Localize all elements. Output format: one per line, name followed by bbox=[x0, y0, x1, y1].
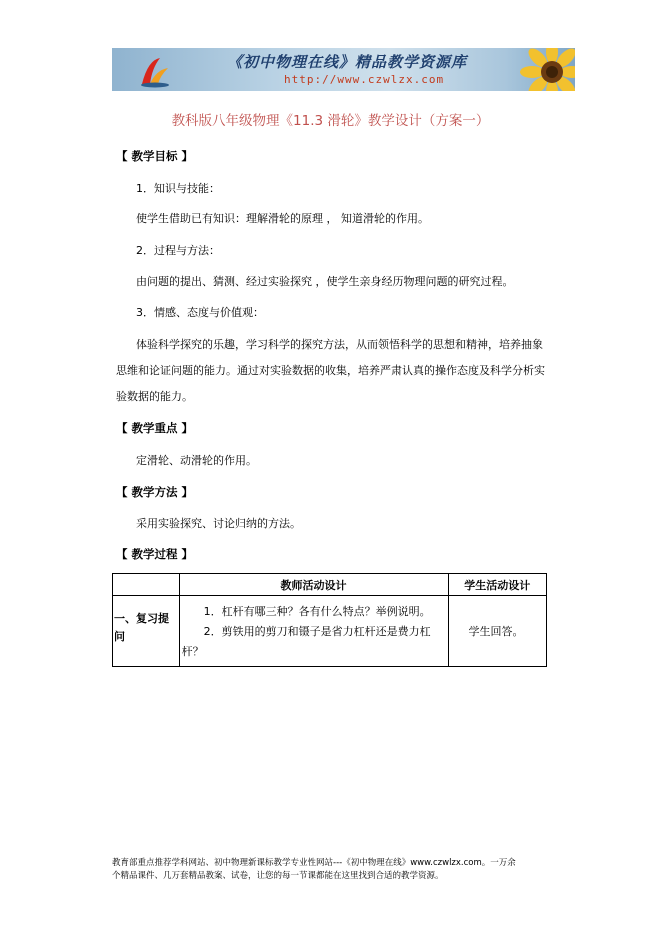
heading-methods: 【 教学方法 】 bbox=[116, 485, 194, 499]
teacher-activity-line: 2．剪铁用的剪刀和镊子是省力杠杆还是费力杠杆？ bbox=[181, 625, 431, 658]
table-header-cell: 学生活动设计 bbox=[448, 574, 547, 596]
objective-item: 思维和论证问题的能力。通过对实验数据的收集，培养严肃认真的操作态度及科学分析实 bbox=[116, 364, 545, 377]
footer-line: 个精品课件、几万套精品教案、试卷，让您的每一节课都能在这里找到合适的教学资源。 bbox=[112, 871, 444, 881]
header-banner bbox=[112, 48, 575, 91]
banner-url[interactable]: http://www.czwlzx.com bbox=[284, 73, 445, 86]
site-logo-icon bbox=[138, 56, 172, 88]
document-title: 教科版八年级物理《11.3 滑轮》教学设计（方案一） bbox=[171, 113, 490, 129]
methods-text: 采用实验探究、讨论归纳的方法。 bbox=[136, 517, 301, 530]
table-header-cell bbox=[113, 574, 180, 596]
table-header-cell: 教师活动设计 bbox=[179, 574, 448, 596]
teacher-activity-cell bbox=[180, 596, 448, 662]
sunflower-icon bbox=[517, 48, 575, 91]
banner-title: 《初中物理在线》精品教学资源库 bbox=[227, 53, 468, 71]
heading-process: 【 教学过程 】 bbox=[116, 547, 194, 561]
footer-line: 教育部重点推荐学科网站、初中物理新课标教学专业性网站---《初中物理在线》www.czwlzx.com。一万余 bbox=[112, 858, 516, 868]
student-activity-cell: 学生回答。 bbox=[468, 625, 524, 638]
key-points-text: 定滑轮、动滑轮的作用。 bbox=[136, 454, 257, 467]
table-header-row bbox=[113, 574, 547, 596]
objective-item: 由问题的提出、猜测、经过实验探究 ，使学生亲身经历物理问题的研究过程。 bbox=[136, 275, 514, 288]
teacher-activity-line: 1．杠杆有哪三种？各有什么特点？举例说明。 bbox=[203, 605, 431, 618]
table-row bbox=[113, 596, 547, 667]
objective-item: 2．过程与方法： bbox=[136, 244, 220, 257]
process-table bbox=[112, 573, 547, 667]
objective-item: 1．知识与技能： bbox=[136, 182, 220, 195]
heading-objectives: 【 教学目标 】 bbox=[116, 149, 194, 163]
objective-item: 验数据的能力。 bbox=[116, 390, 193, 403]
objective-item: 体验科学探究的乐趣，学习科学的探究方法，从而领悟科学的思想和精神，培养抽象 bbox=[136, 338, 543, 351]
heading-key-points: 【 教学重点 】 bbox=[116, 421, 194, 435]
objective-item: 3．情感、态度与价值观： bbox=[136, 306, 264, 319]
page-footer bbox=[112, 857, 516, 883]
stage-cell: 一、复习提问 bbox=[114, 612, 169, 643]
objective-item: 使学生借助已有知识：理解滑轮的原理 ， 知道滑轮的作用。 bbox=[136, 212, 429, 225]
